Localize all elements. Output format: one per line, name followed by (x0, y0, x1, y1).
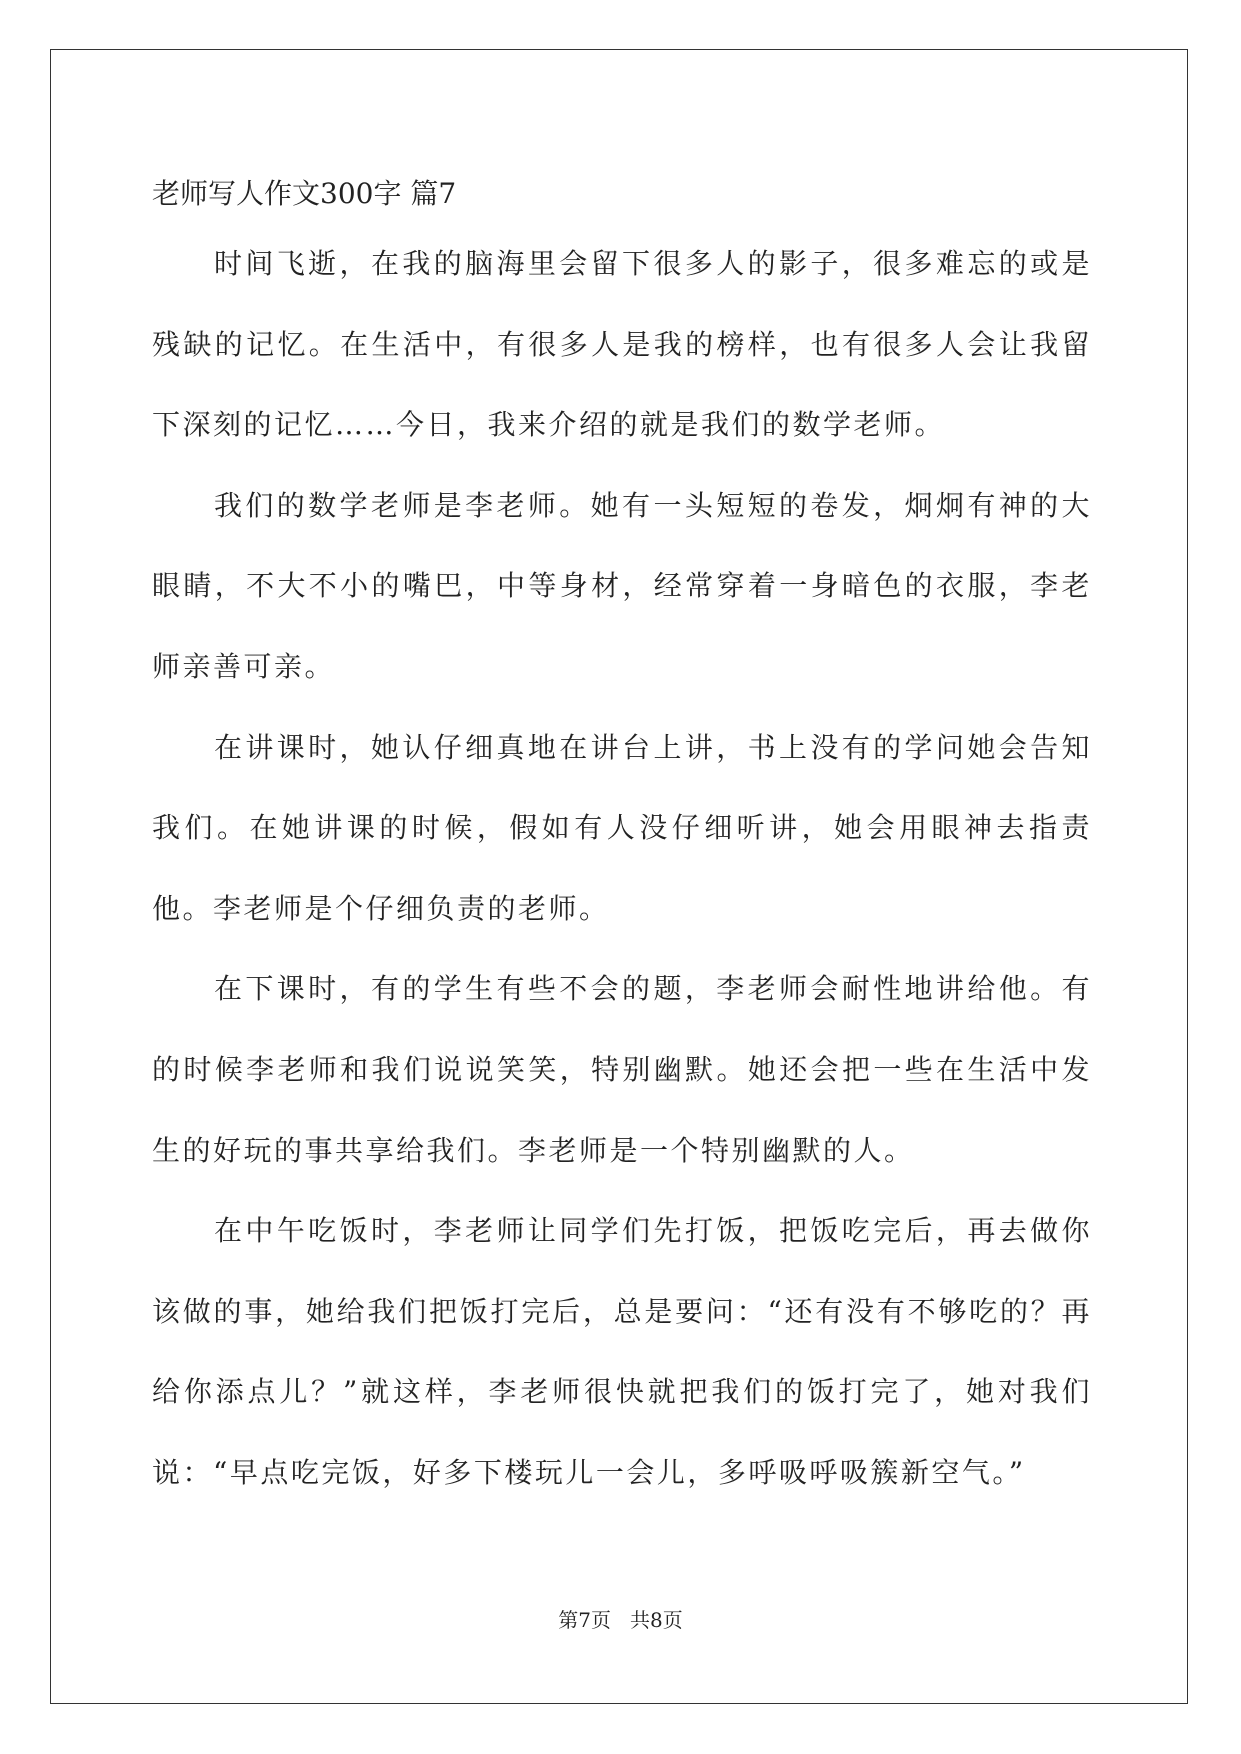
paragraph-2: 我们的数学老师是李老师。她有一头短短的卷发，炯炯有神的大眼睛，不大不小的嘴巴，中等身材，经常穿着一身暗色的衣服，李老师亲善可亲。 (152, 488, 1092, 683)
paragraph-3: 在讲课时，她认仔细真地在讲台上讲，书上没有的学问她会告知我们。在她讲课的时候，假如有人没仔细听讲，她会用眼神去指责他。李老师是个仔细负责的老师。 (152, 730, 1092, 925)
paragraph-5: 在中午吃饭时，李老师让同学们先打饭，把饭吃完后，再去做你该做的事，她给我们把饭打完后，总是要问：“还有没有不够吃的？再给你添点儿？”就这样，李老师很快就把我们的饭打完了，她对我们说：“早点吃完饭，好多下楼玩儿一会儿，多呼吸呼吸簇新空气。” (152, 1214, 1092, 1489)
document-title: 老师写人作文300字 篇7 (152, 177, 457, 210)
paragraph-1: 时间飞逝，在我的脑海里会留下很多人的影子，很多难忘的或是残缺的记忆。在生活中，有很多人是我的榜样，也有很多人会让我留下深刻的记忆……今日，我来介绍的就是我们的数学老师。 (152, 247, 1092, 442)
page-footer: 第7页 共8页 (558, 1608, 683, 1632)
document-body (152, 164, 1092, 1514)
paragraph-4: 在下课时，有的学生有些不会的题，李老师会耐性地讲给他。有的时候李老师和我们说说笑笑，特别幽默。她还会把一些在生活中发生的好玩的事共享给我们。李老师是一个特别幽默的人。 (152, 972, 1092, 1167)
